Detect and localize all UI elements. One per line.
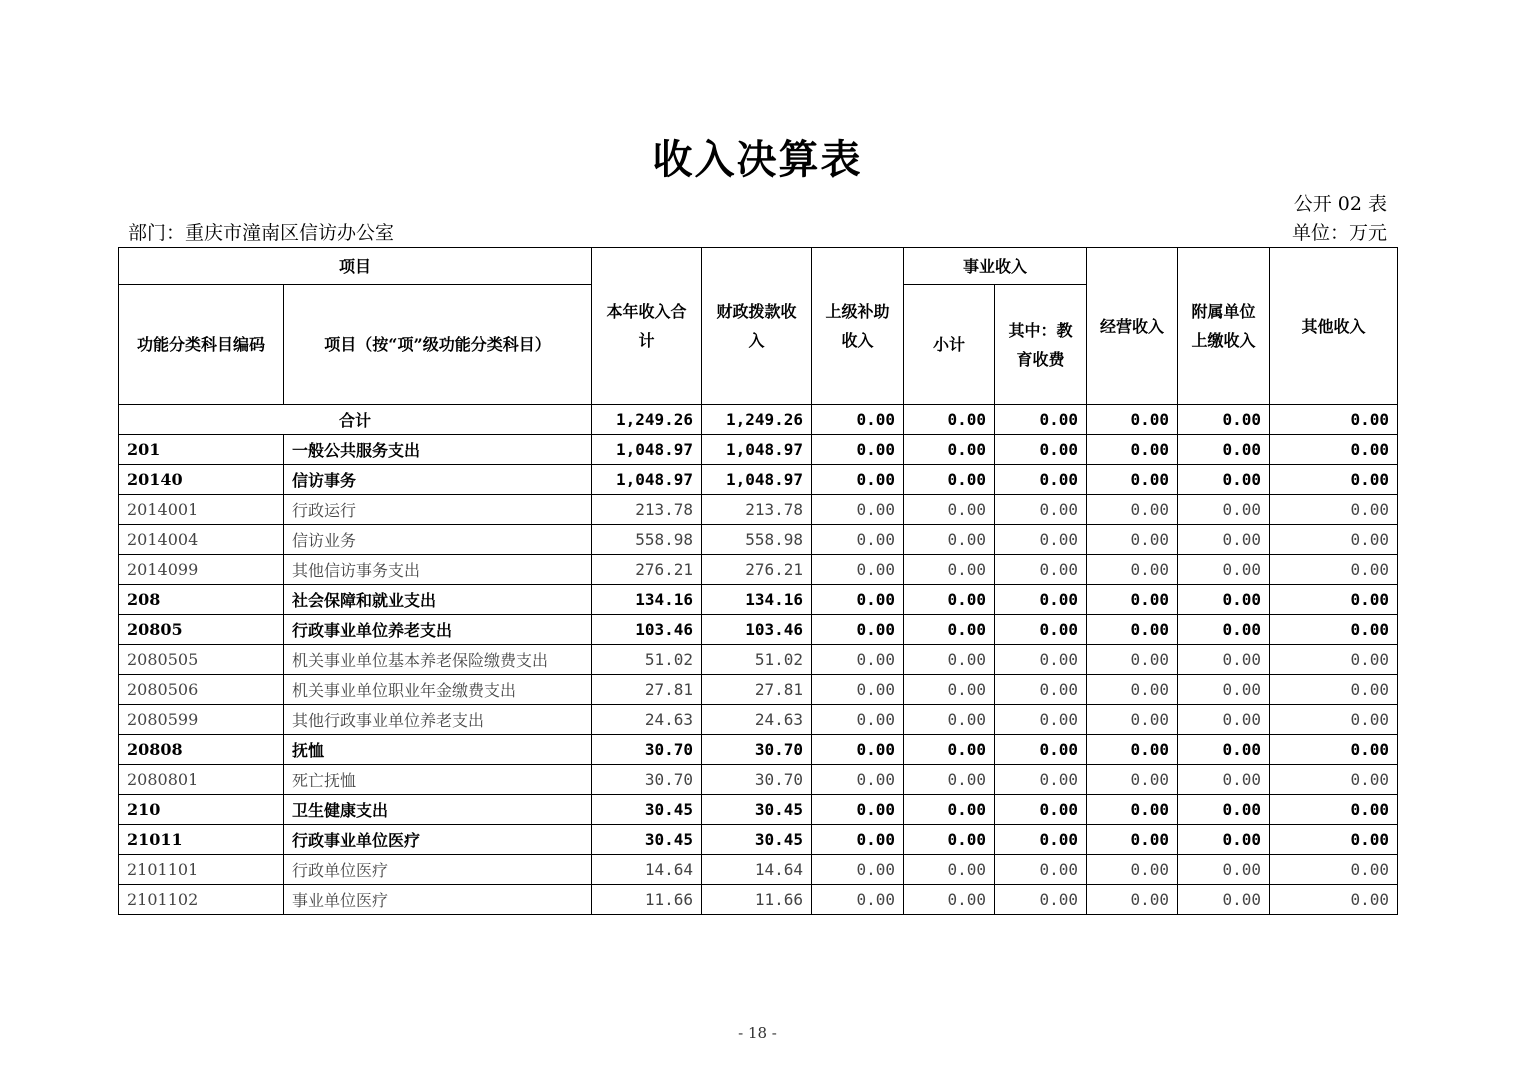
row-value: 0.00: [1178, 615, 1270, 645]
row-name: 行政事业单位医疗: [284, 825, 592, 855]
row-value: 0.00: [1087, 615, 1178, 645]
row-value: 276.21: [702, 555, 812, 585]
table-row: [119, 885, 1398, 915]
row-value: 0.00: [904, 465, 995, 495]
row-value: 0.00: [1087, 825, 1178, 855]
total-cell: 0.00: [904, 405, 995, 435]
row-value: 0.00: [904, 435, 995, 465]
row-value: 0.00: [1087, 705, 1178, 735]
table-row: [119, 465, 1398, 495]
row-value: 0.00: [904, 705, 995, 735]
header-total: 本年收入合计: [592, 248, 702, 405]
table-row: [119, 495, 1398, 525]
row-value: 27.81: [702, 675, 812, 705]
row-value: 0.00: [1270, 885, 1398, 915]
row-value: 0.00: [1270, 825, 1398, 855]
table-row: [119, 825, 1398, 855]
row-value: 0.00: [904, 765, 995, 795]
header-row: [119, 248, 1398, 285]
row-value: 0.00: [1087, 855, 1178, 885]
row-value: 0.00: [812, 465, 904, 495]
row-code: 20140: [119, 465, 284, 495]
row-value: 30.70: [592, 735, 702, 765]
row-value: 0.00: [812, 885, 904, 915]
row-value: 0.00: [1087, 735, 1178, 765]
row-value: 0.00: [1178, 465, 1270, 495]
row-value: 0.00: [995, 615, 1087, 645]
header-name: 项目（按“项”级功能分类科目）: [284, 285, 592, 405]
row-code: 2014004: [119, 525, 284, 555]
total-cell: 0.00: [1087, 405, 1178, 435]
row-value: 0.00: [1178, 705, 1270, 735]
row-value: 0.00: [1270, 645, 1398, 675]
row-value: 0.00: [1087, 525, 1178, 555]
row-value: 0.00: [1270, 465, 1398, 495]
row-value: 30.70: [592, 765, 702, 795]
header-project: 项目: [119, 248, 592, 285]
row-value: 24.63: [592, 705, 702, 735]
row-value: 0.00: [1270, 495, 1398, 525]
row-value: 0.00: [1178, 885, 1270, 915]
row-value: 0.00: [904, 585, 995, 615]
header-code: 功能分类科目编码: [119, 285, 284, 405]
row-value: 0.00: [1087, 555, 1178, 585]
row-value: 0.00: [1270, 615, 1398, 645]
table-row: [119, 765, 1398, 795]
row-value: 0.00: [1178, 585, 1270, 615]
row-value: 11.66: [702, 885, 812, 915]
row-value: 14.64: [702, 855, 812, 885]
header-fiscal: 财政拨款收入: [702, 248, 812, 405]
row-value: 0.00: [1270, 585, 1398, 615]
row-value: 0.00: [1178, 675, 1270, 705]
row-value: 0.00: [995, 855, 1087, 885]
row-value: 0.00: [1178, 555, 1270, 585]
row-value: 0.00: [1178, 855, 1270, 885]
row-value: 0.00: [904, 495, 995, 525]
row-value: 0.00: [812, 735, 904, 765]
row-value: 0.00: [1270, 555, 1398, 585]
row-value: 0.00: [1087, 795, 1178, 825]
row-value: 0.00: [904, 795, 995, 825]
row-value: 0.00: [995, 705, 1087, 735]
table-row: [119, 525, 1398, 555]
row-value: 0.00: [995, 435, 1087, 465]
total-cell: 0.00: [1178, 405, 1270, 435]
row-value: 276.21: [592, 555, 702, 585]
row-value: 1,048.97: [592, 435, 702, 465]
total-cell: 0.00: [812, 405, 904, 435]
row-name: 一般公共服务支出: [284, 435, 592, 465]
row-name: 行政单位医疗: [284, 855, 592, 885]
row-value: 0.00: [904, 675, 995, 705]
row-name: 行政事业单位养老支出: [284, 615, 592, 645]
row-value: 0.00: [1178, 825, 1270, 855]
table-row: [119, 795, 1398, 825]
row-value: 0.00: [995, 585, 1087, 615]
page-title: 收入决算表: [652, 136, 863, 183]
row-value: 1,048.97: [592, 465, 702, 495]
row-value: 0.00: [812, 765, 904, 795]
row-name: 事业单位医疗: [284, 885, 592, 915]
header-other: 其他收入: [1270, 248, 1398, 405]
row-value: 30.70: [702, 765, 812, 795]
row-value: 0.00: [1270, 705, 1398, 735]
row-value: 0.00: [1087, 885, 1178, 915]
row-value: 0.00: [1270, 765, 1398, 795]
row-value: 0.00: [812, 705, 904, 735]
row-value: 0.00: [1178, 525, 1270, 555]
header-operating: 经营收入: [1087, 248, 1178, 405]
header-subtotal: 小计: [904, 285, 995, 405]
row-value: 0.00: [1178, 435, 1270, 465]
row-value: 30.45: [702, 795, 812, 825]
row-name: 信访事务: [284, 465, 592, 495]
row-code: 210: [119, 795, 284, 825]
row-value: 1,048.97: [702, 435, 812, 465]
row-value: 0.00: [995, 765, 1087, 795]
row-value: 0.00: [904, 735, 995, 765]
row-value: 0.00: [812, 525, 904, 555]
total-cell: 0.00: [995, 405, 1087, 435]
row-value: 0.00: [1087, 585, 1178, 615]
total-cell: 1,249.26: [592, 405, 702, 435]
row-value: 0.00: [812, 645, 904, 675]
form-number: 公开 02 表: [1293, 193, 1387, 215]
row-value: 0.00: [1178, 495, 1270, 525]
row-code: 208: [119, 585, 284, 615]
row-value: 0.00: [1087, 765, 1178, 795]
row-value: 0.00: [812, 855, 904, 885]
row-value: 0.00: [995, 465, 1087, 495]
row-value: 0.00: [995, 555, 1087, 585]
page-number: - 18 -: [738, 1024, 777, 1042]
row-code: 20805: [119, 615, 284, 645]
row-value: 0.00: [812, 675, 904, 705]
row-value: 0.00: [812, 495, 904, 525]
row-code: 2080506: [119, 675, 284, 705]
row-value: 0.00: [1178, 795, 1270, 825]
row-name: 其他行政事业单位养老支出: [284, 705, 592, 735]
row-name: 死亡抚恤: [284, 765, 592, 795]
row-value: 0.00: [995, 675, 1087, 705]
row-value: 0.00: [1087, 435, 1178, 465]
row-value: 0.00: [995, 525, 1087, 555]
row-value: 0.00: [812, 585, 904, 615]
row-name: 机关事业单位基本养老保险缴费支出: [284, 645, 592, 675]
row-value: 134.16: [592, 585, 702, 615]
row-value: 0.00: [995, 735, 1087, 765]
row-value: 30.45: [702, 825, 812, 855]
row-name: 行政运行: [284, 495, 592, 525]
row-name: 机关事业单位职业年金缴费支出: [284, 675, 592, 705]
table-row: [119, 615, 1398, 645]
row-value: 0.00: [1270, 735, 1398, 765]
row-code: 20808: [119, 735, 284, 765]
header-affiliated: 附属单位上缴收入: [1178, 248, 1270, 405]
row-value: 11.66: [592, 885, 702, 915]
row-code: 2101101: [119, 855, 284, 885]
row-value: 0.00: [995, 825, 1087, 855]
row-value: 0.00: [812, 555, 904, 585]
row-value: 30.45: [592, 825, 702, 855]
row-value: 0.00: [812, 435, 904, 465]
row-value: 0.00: [904, 525, 995, 555]
row-value: 0.00: [812, 825, 904, 855]
table-row: [119, 735, 1398, 765]
row-value: 558.98: [702, 525, 812, 555]
row-name: 卫生健康支出: [284, 795, 592, 825]
row-value: 103.46: [702, 615, 812, 645]
row-code: 2080599: [119, 705, 284, 735]
row-value: 51.02: [702, 645, 812, 675]
row-value: 14.64: [592, 855, 702, 885]
table-row: [119, 675, 1398, 705]
row-value: 24.63: [702, 705, 812, 735]
row-value: 0.00: [1178, 645, 1270, 675]
row-value: 30.45: [592, 795, 702, 825]
table-row: [119, 585, 1398, 615]
header-edu: 其中：教育收费: [995, 285, 1087, 405]
row-value: 0.00: [1270, 855, 1398, 885]
row-value: 0.00: [904, 555, 995, 585]
header-business: 事业收入: [904, 248, 1087, 285]
table-row: [119, 705, 1398, 735]
row-value: 0.00: [1087, 495, 1178, 525]
row-value: 0.00: [1087, 465, 1178, 495]
row-value: 213.78: [702, 495, 812, 525]
total-cell: 0.00: [1270, 405, 1398, 435]
row-value: 51.02: [592, 645, 702, 675]
row-code: 2080801: [119, 765, 284, 795]
row-name: 抚恤: [284, 735, 592, 765]
row-value: 0.00: [1178, 765, 1270, 795]
row-value: 0.00: [1087, 675, 1178, 705]
table-row: [119, 555, 1398, 585]
row-name: 社会保障和就业支出: [284, 585, 592, 615]
income-statement-table: [118, 247, 1398, 915]
row-code: 21011: [119, 825, 284, 855]
table-row: [119, 855, 1398, 885]
table-row: [119, 645, 1398, 675]
row-code: 201: [119, 435, 284, 465]
header-superior: 上级补助收入: [812, 248, 904, 405]
row-name: 信访业务: [284, 525, 592, 555]
table-row: [119, 435, 1398, 465]
row-value: 0.00: [1270, 675, 1398, 705]
row-value: 0.00: [995, 795, 1087, 825]
row-value: 134.16: [702, 585, 812, 615]
row-value: 0.00: [995, 885, 1087, 915]
row-value: 558.98: [592, 525, 702, 555]
row-value: 1,048.97: [702, 465, 812, 495]
row-value: 0.00: [812, 795, 904, 825]
row-value: 27.81: [592, 675, 702, 705]
row-code: 2014099: [119, 555, 284, 585]
row-code: 2080505: [119, 645, 284, 675]
row-value: 0.00: [904, 885, 995, 915]
total-row: [119, 405, 1398, 435]
row-name: 其他信访事务支出: [284, 555, 592, 585]
row-value: 0.00: [904, 615, 995, 645]
row-value: 0.00: [812, 615, 904, 645]
total-cell: 1,249.26: [702, 405, 812, 435]
row-code: 2101102: [119, 885, 284, 915]
row-value: 0.00: [1087, 645, 1178, 675]
row-value: 103.46: [592, 615, 702, 645]
row-value: 0.00: [1270, 795, 1398, 825]
row-value: 0.00: [1270, 435, 1398, 465]
row-code: 2014001: [119, 495, 284, 525]
row-value: 0.00: [1270, 525, 1398, 555]
row-value: 0.00: [995, 645, 1087, 675]
row-value: 0.00: [995, 495, 1087, 525]
row-value: 0.00: [904, 645, 995, 675]
department-label: 部门：重庆市潼南区信访办公室: [128, 222, 395, 244]
unit-label: 单位：万元: [1291, 222, 1387, 244]
row-value: 0.00: [1178, 735, 1270, 765]
total-label: 合计: [119, 405, 592, 435]
row-value: 0.00: [904, 825, 995, 855]
row-value: 0.00: [904, 855, 995, 885]
row-value: 30.70: [702, 735, 812, 765]
row-value: 213.78: [592, 495, 702, 525]
